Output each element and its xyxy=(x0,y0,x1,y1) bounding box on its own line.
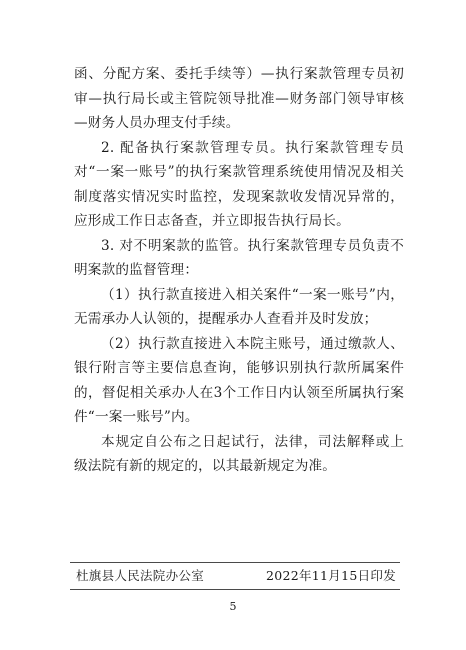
footer-issue-date: 2022年11月15日印发 xyxy=(265,568,396,583)
paragraph-unidentified-funds: 3. 对不明案款的监管。执行案款管理专员负责不明案款的监督管理： xyxy=(74,237,404,278)
page-number: 5 xyxy=(229,600,237,613)
paragraph-item-2: （2）执行款直接进入本院主账号，通过缴款人、银行附言等主要信息查询，能够识别执行款所属案件的，督促相关承办人在3个工作日内认领至所属执行案件“一案一账号”内。 xyxy=(74,335,404,425)
document-body xyxy=(74,62,404,479)
paragraph-case-fund-specialist: 2. 配备执行案款管理专员。执行案款管理专员对“一案一账号”的执行案款管理系统使用情况及相关制度落实情况实时监控，发现案款收发情况异常的，应形成工作日志备查，并立即报告执行局长。 xyxy=(74,139,404,229)
footer-top-rule xyxy=(70,562,400,563)
footer-issuer: 杜旗县人民法院办公室 xyxy=(76,568,205,583)
paragraph-approval-flow: 函、分配方案、委托手续等）—执行案款管理专员初审—执行局长或主管院领导批准—财务部门领导审核—财务人员办理支付手续。 xyxy=(74,66,404,131)
footer-bottom-rule xyxy=(70,589,400,590)
paragraph-item-1: （1）执行款直接进入相关案件“一案一账号”内，无需承办人认领的，提醒承办人查看并及时发放； xyxy=(74,286,404,327)
paragraph-effective-clause: 本规定自公布之日起试行，法律，司法解释或上级法院有新的规定的，以其最新规定为准。 xyxy=(74,433,404,474)
